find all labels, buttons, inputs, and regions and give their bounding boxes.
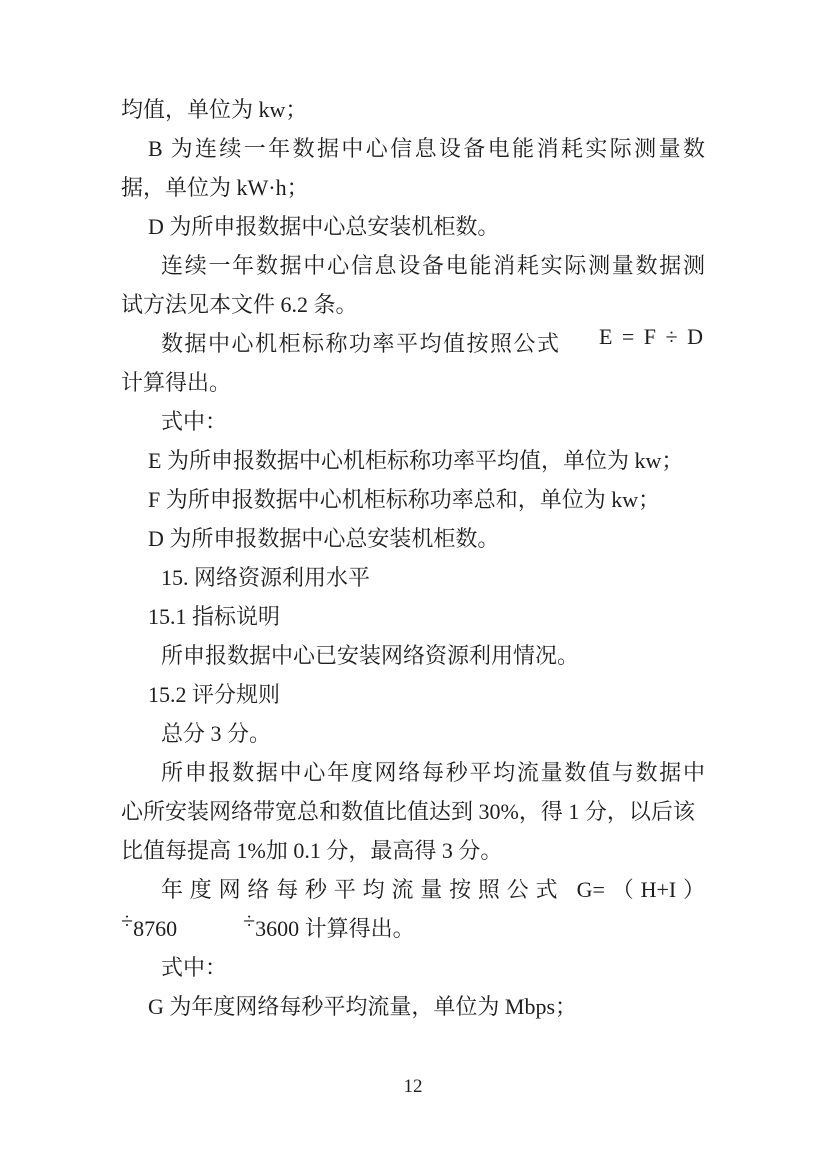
- text-line-10: E 为所申报数据中心机柜标称功率平均值，单位为 kw；: [148, 448, 684, 473]
- subsection-heading-15-1: 15.1 指标说明: [148, 604, 281, 629]
- divide-sign-1: ÷: [121, 908, 134, 933]
- text-line-2: B 为连续一年数据中心信息设备电能消耗实际测量数: [148, 136, 705, 161]
- section-heading-15: 15. 网络资源利用水平: [161, 565, 371, 590]
- equation-number-8760: 8760: [133, 916, 178, 941]
- text-line-1: 均值，单位为 kw；: [121, 97, 308, 122]
- document-body: [121, 90, 705, 1026]
- text-line-4: D 为所申报数据中心总安装机柜数。: [148, 214, 500, 239]
- text-line-7-with-formula: [121, 324, 705, 363]
- equation-number-3600-text: 3600 计算得出。: [255, 916, 415, 941]
- text-line-5: 连续一年数据中心信息设备电能消耗实际测量数据测: [161, 253, 705, 278]
- text-line-23: 式中：: [161, 955, 228, 980]
- text-line-12: D 为所申报数据中心总安装机柜数。: [148, 526, 500, 551]
- subsection-heading-15-2: 15.2 评分规则: [148, 682, 281, 707]
- text-line-24: G 为年度网络每秒平均流量，单位为 Mbps；: [148, 994, 578, 1019]
- text-line-19: 心所安装网络带宽总和数值比值达到 30%，得 1 分，以后该: [121, 799, 695, 824]
- text-line-6: 试方法见本文件 6.2 条。: [121, 292, 358, 317]
- text-line-3: 据，单位为 kW·h；: [121, 175, 309, 200]
- text-line-17: 总分 3 分。: [161, 721, 272, 746]
- text-line-11: F 为所申报数据中心机柜标称功率总和，单位为 kw；: [148, 487, 661, 512]
- text-line-20: 比值每提高 1%加 0.1 分，最高得 3 分。: [121, 838, 503, 863]
- formula-intro-text: 数据中心机柜标称功率平均值按照公式: [161, 331, 561, 356]
- equation-fragments-line: [121, 909, 705, 948]
- page-number: 12: [403, 1076, 423, 1097]
- text-line-9: 式中：: [161, 409, 228, 434]
- text-line-8: 计算得出。: [121, 370, 232, 395]
- text-line-18: 所申报数据中心年度网络每秒平均流量数值与数据中: [161, 760, 705, 785]
- divide-sign-2: ÷: [243, 908, 256, 933]
- text-line-21: 年度网络每秒平均流量按照公式 G=（H+I）: [161, 877, 705, 902]
- inline-formula-e-f-d: E = F ÷ D: [598, 324, 705, 349]
- text-line-15: 所申报数据中心已安装网络资源利用情况。: [161, 643, 580, 668]
